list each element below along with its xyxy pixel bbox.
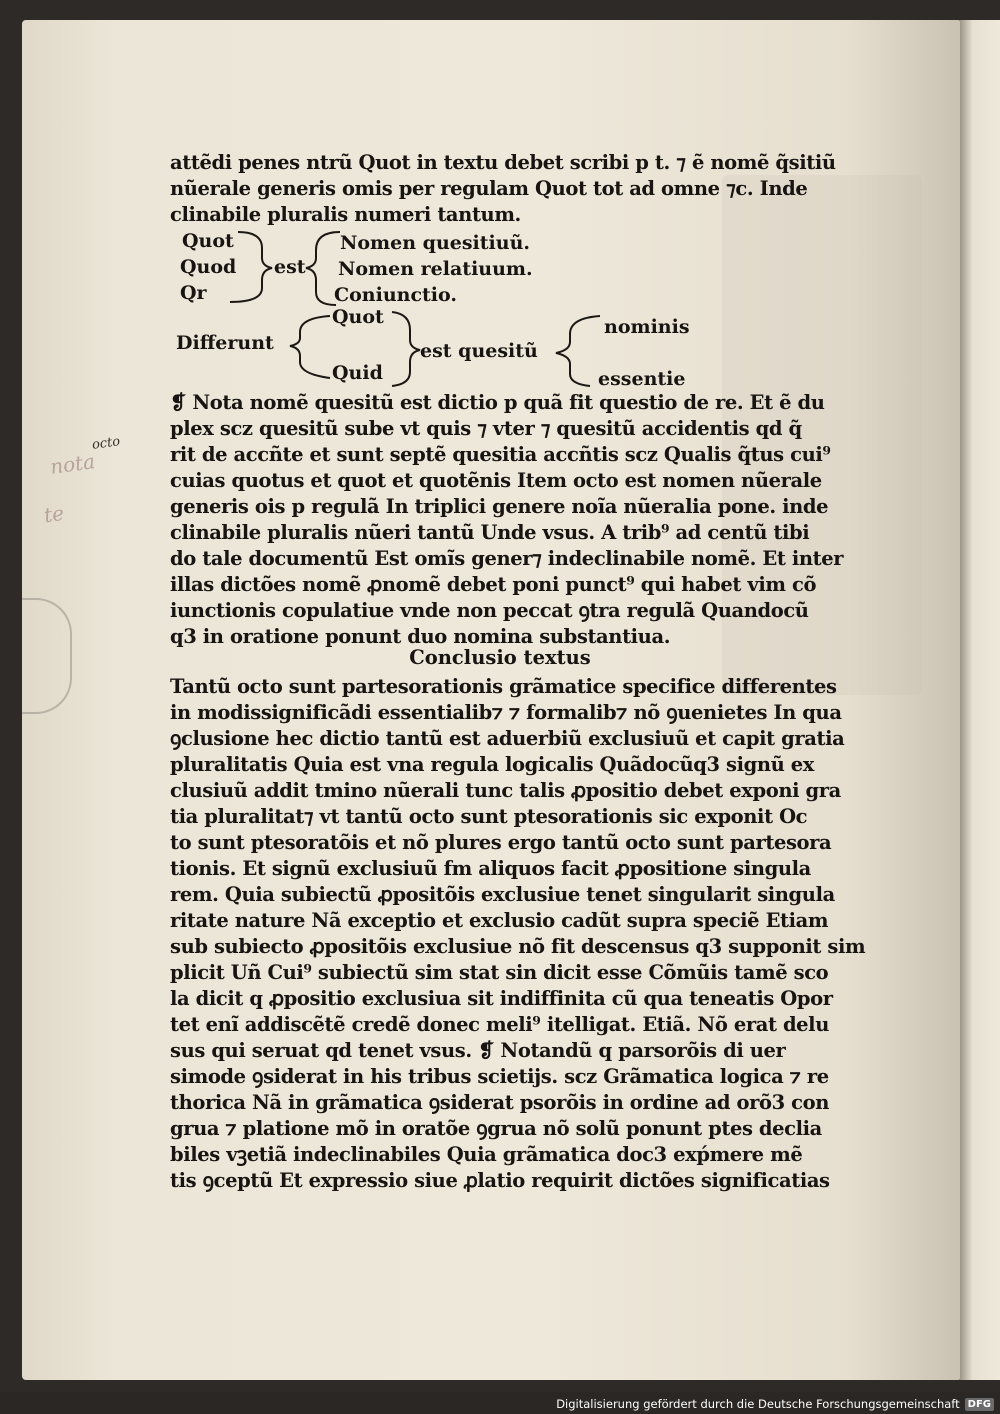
diagram-word-est: est [274,256,306,278]
text-line: ritate nature Nã exceptio et exclusio cadũt supra speciẽ Etiam [170,909,829,932]
text-line: rem. Quia subiectũ ꝓpositõis exclusiue tenet singularit singula [170,883,835,906]
diagram-word-quot-2: Quot [332,306,384,328]
text-line: to sunt ptesoratõis et nõ plures ergo tantũ octo sunt partesora [170,831,832,854]
margin-note-faded: nota [48,448,97,480]
text-line: Tantũ octo sunt partesorationis grãmatice specifice differentes [170,675,837,698]
diagram-word-est-quesitum: est quesitũ [420,340,538,362]
text-line: biles vꝫetiã indeclinabiles Quia grãmatica doc3 exṕmere mẽ [170,1143,803,1166]
diagram-word-nominis: nominis [604,316,690,338]
diagram-word-differunt: Differunt [176,332,274,354]
text-line: tia pluralitat⁊ vt tantũ octo sunt ptesorationis sic exponit Oc [170,805,808,828]
text-block-bottom [170,674,866,1200]
text-line: tis ꝯceptũ Et expressio siue ꝓlatio requirit dictões significatias [170,1169,830,1192]
margin-note-faded-2: te [42,500,66,528]
text-block-top [170,150,836,230]
diagram-word-quid: Quid [332,362,383,384]
text-line: generis ois p regulã In triplici genere noĩa nũeralia pone. inde [170,495,829,518]
margin-note-ink: octo [91,434,122,453]
text-line: tet enĩ addiscẽtẽ credẽ donec meli⁹ itelligat. Etiã. Nõ erat delu [170,1013,829,1036]
text-line: tionis. Et signũ exclusiuũ fm aliquos facit ꝓpositione singula [170,857,811,880]
adjacent-page-edge [958,20,1000,1380]
section-heading: Conclusio textus [409,646,591,669]
dfg-logo-icon: DFG [965,1398,994,1411]
text-line: thorica Nã in grãmatica ꝯsiderat psorõis in ordine ad orõ3 con [170,1091,829,1114]
text-line: do tale documentũ Est omĩs gener⁊ indeclinabile nomẽ. Et inter [170,547,844,570]
clip-impression [22,598,72,714]
text-line: attẽdi penes ntrũ Quot in textu debet scribi p t. ⁊ ẽ nomẽ q̃sitiũ [170,151,836,174]
text-line: cuias quotus et quot et quotẽnis Item octo est nomen nũerale [170,469,822,492]
text-line: q3 in oratione ponunt duo nomina substantiua. [170,625,671,648]
diagram-term-relatiuum: Nomen relatiuum. [338,258,533,280]
text-line: sub subiecto ꝓpositõis exclusiue nõ fit descensus q3 supponit sim [170,935,866,958]
text-line: clinabile pluralis numeri tantum. [170,203,521,226]
text-line: plicit Uñ Cui⁹ subiectũ sim stat sin dicit esse Cõmũis tamẽ sco [170,961,829,984]
text-line: la dicit q ꝓpositio exclusiua sit indiffinita cũ qua teneatis Opor [170,987,833,1010]
text-line: illas dictões nomẽ ꝓnomẽ debet poni punct⁹ qui habet vim cõ [170,573,817,596]
diagram-word-quod: Quod [180,256,237,278]
text-line: nũerale generis omis per regulam Quot tot ad omne ⁊c. Inde [170,177,808,200]
text-line: clinabile pluralis nũeri tantũ Unde vsus. A trib⁹ ad centũ tibi [170,521,810,544]
text-line: pluralitatis Quia est vna regula logicalis Quãdocũq3 signũ ex [170,753,815,776]
text-line: sus qui seruat qd tenet vsus. ❡ Notandũ q parsorõis di uer [170,1039,786,1062]
diagram-term-quesitiuum: Nomen quesitiuũ. [340,232,530,254]
diagram-word-qr: Qr [180,282,207,304]
footer-text: Digitalisierung gefördert durch die Deutsche Forschungsgemeinschaft [556,1397,960,1411]
text-line: iunctionis copulatiue vnde non peccat ꝯtra regulã Quandocũ [170,599,809,622]
text-line: plex scz quesitũ sube vt quis ⁊ vter ⁊ quesitũ accidentis qd q̃ [170,417,802,440]
text-line: rit de accñte et sunt septẽ quesitia accñtis scz Qualis q̃tus cui⁹ [170,443,831,466]
text-line: simode ꝯsiderat in his tribus scietijs. scz Grãmatica logica ⁊ re [170,1065,829,1088]
diagram-word-essentie: essentie [598,368,686,390]
footer-credit [556,1394,994,1414]
text-line: clusiuũ addit tmino nũerali tunc talis ꝓpositio debet exponi gra [170,779,841,802]
text-block-middle [170,390,844,650]
text-line: ❡ Nota nomẽ quesitũ est dictio p quã fit questio de re. Et ẽ du [170,391,825,414]
text-line: grua ⁊ platione mõ in oratõe ꝯgrua nõ solũ ponunt ptes declia [170,1117,822,1140]
text-line: ꝯclusione hec dictio tantũ est aduerbiũ exclusiuũ et capit gratia [170,727,845,750]
diagram-term-coniunctio: Coniunctio. [334,284,457,306]
text-line: in modissignificãdi essentialib⁊ ⁊ formalib⁊ nõ ꝯuenietes In qua [170,701,842,724]
diagram-word-quot: Quot [182,230,234,252]
